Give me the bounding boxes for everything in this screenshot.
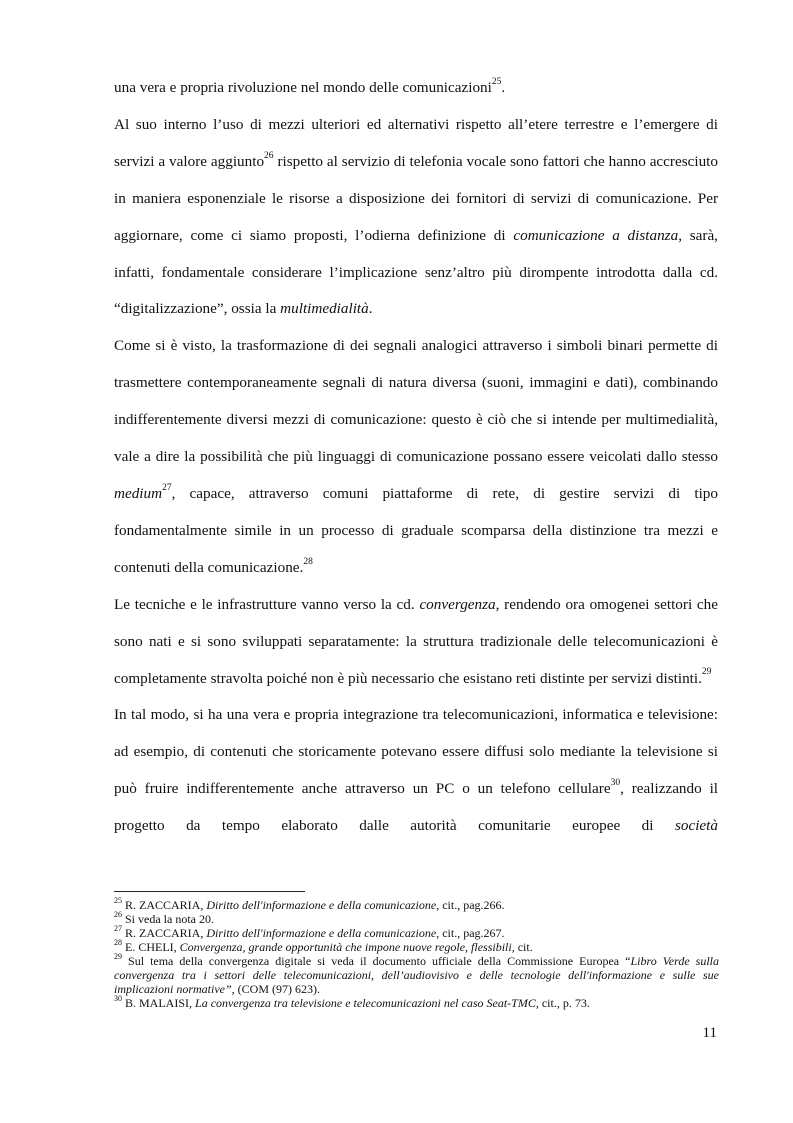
footnote-separator <box>114 891 305 892</box>
emphasis-text: multimedialità <box>280 300 369 318</box>
paragraph-2: Al suo interno l’uso di mezzi ulteriori ed alternativi rispetto all’etere terrestre e l’emergere di servizi a valore aggiunto$^{26}$ rispetto al servizio di telefonia vocale sono fattori che hanno accresciuto in maniera esponenziale le risorse a disposizione dei fornitori di servizi di comunicazione. Per aggiornare, come ci siamo proposti, l’odierna definizione di comunicazione a distanza, sarà, infatti, fondamentale considerare l’implicazione senz’altro più dirompente introdotta dalla cd. “digitalizzazione”, ossia la multimedialità. <box>114 115 718 318</box>
footnote-30: $^{30}$ B. MALAISI, La convergenza tra televisione e telecomunicazioni nel caso Seat-TMC, cit., p. 73. <box>114 994 590 1010</box>
paragraph-3: Come si è visto, la trasformazione di dei segnali analogici attraverso i simboli binari permette di trasmettere contemporaneamente segnali di natura diversa (suoni, immagini e dati), combinando indifferentemente diversi mezzi di comunicazione: questo è ciò che si intende per multimedialità, vale a dire la possibilità che più linguaggi di comunicazione possano essere veicolati dallo stesso medium$^{27}$, capace, attraverso comuni piattaforme di rete, di gestire servizi di tipo fondamentalmente simile in un processo di graduale scomparsa della distinzione tra mezzi e contenuti della comunicazione.$^{28}$ <box>114 337 718 576</box>
footnote-ref-27: 27 <box>162 482 172 493</box>
paragraph-1: una vera e propria rivoluzione nel mondo delle comunicazioni$^{25}$. <box>114 76 506 96</box>
emphasis-text: medium <box>114 484 163 502</box>
body-text <box>114 70 718 845</box>
footnote-29: $^{29}$ Sul tema della convergenza digitale si veda il documento ufficiale della Commissione Europea “Libro Verde sulla convergenza tra i settori delle telecomunicazioni, dell’audiovisivo e delle tecnologie dell'informazione e sulle sue implicazioni normative”, (COM (97) 623). <box>114 952 720 996</box>
footnote-28: $^{28}$ E. CHELI, Convergenza, grande opportunità che impone nuove regole, flessibili, cit. <box>114 938 533 954</box>
footnote-ref-28: 28 <box>303 556 313 567</box>
paragraph-5: In tal modo, si ha una vera e propria integrazione tra telecomunicazioni, informatica e televisione: ad esempio, di contenuti che storicamente potevano essere diffusi solo mediante la televisione si può fruire indifferentemente anche attraverso un PC o un telefono cellulare$^{30}$, realizzando il progetto da tempo elaborato dalle autorità comunitarie europee di società <box>114 706 719 835</box>
footnote-ref-30: 30 <box>610 778 621 789</box>
footnote-25: $^{25}$ R. ZACCARIA, Diritto dell'informazione e della comunicazione, cit., pag.266. <box>114 896 505 912</box>
emphasis-text: società <box>674 817 718 835</box>
footnote-ref-26: 26 <box>264 150 274 161</box>
emphasis-text: convergenza <box>419 595 496 613</box>
footnote-27: $^{27}$ R. ZACCARIA, Diritto dell'informazione e della comunicazione, cit., pag.267. <box>114 924 505 940</box>
footnote-ref-25: 25 <box>491 76 502 87</box>
emphasis-text: comunicazione a distanza <box>513 226 679 244</box>
footnote-26: $^{26}$ Si veda la nota 20. <box>114 910 214 926</box>
paragraph-4: Le tecniche e le infrastrutture vanno verso la cd. convergenza, rendendo ora omogenei settori che sono nati e si sono sviluppati separatamente: la struttura tradizionale delle telecomunicazioni è completamente stravolta poiché non è più necessario che esistano reti distinte per servizi distinti.$^{29}$ <box>114 595 719 687</box>
footnotes <box>114 898 719 1010</box>
footnote-ref-29: 29 <box>701 667 712 678</box>
page-number: 11 <box>702 1025 717 1041</box>
